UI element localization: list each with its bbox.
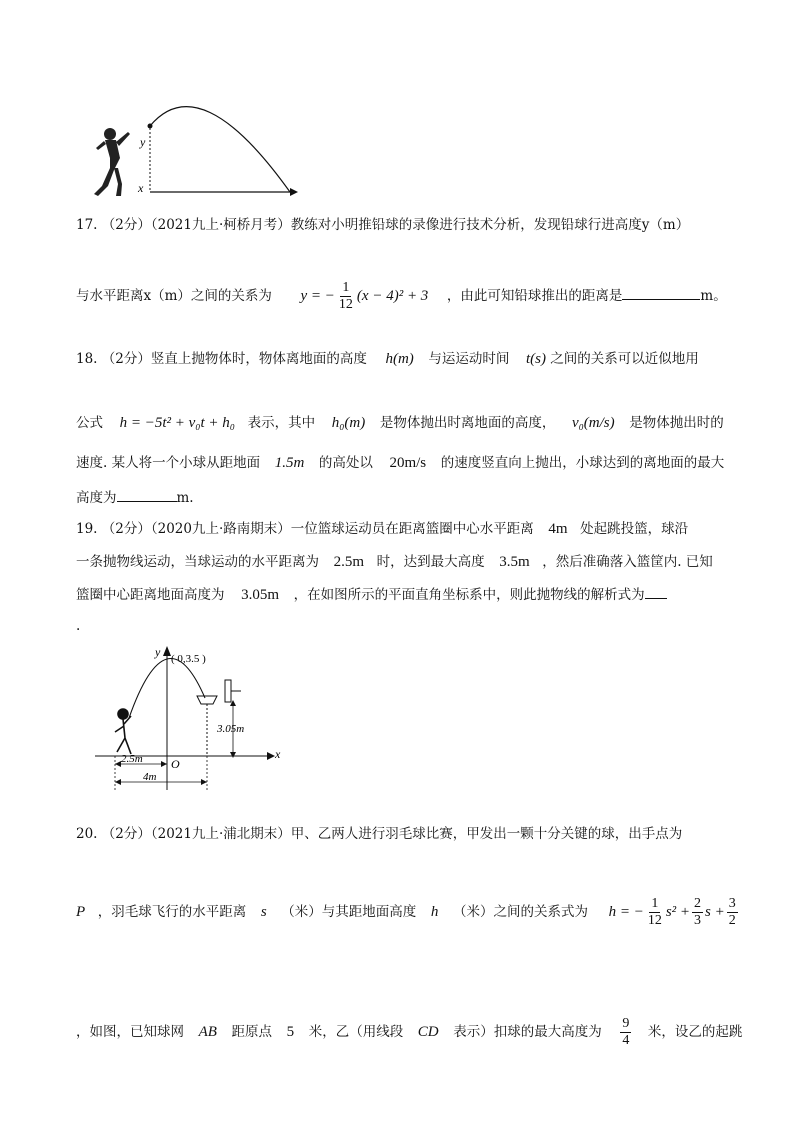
q19-line2 bbox=[76, 552, 740, 572]
q20-line3 bbox=[76, 1016, 743, 1049]
hoop-rim bbox=[197, 696, 217, 704]
q17-unit: m。 bbox=[700, 288, 727, 304]
q18-score: （2分） bbox=[101, 351, 151, 367]
q19-source: （2020九上·路南期末） bbox=[150, 521, 291, 537]
q20-text2: ，羽毛球飞行的水平距离 bbox=[97, 904, 247, 920]
q17-line1 bbox=[76, 215, 740, 235]
q17-frac-num: 1 bbox=[342, 280, 350, 295]
q19-answer-blank[interactable] bbox=[645, 584, 667, 599]
q19-x-axis-label: x bbox=[275, 747, 281, 761]
q17-source: （2021九上·柯桥月考） bbox=[150, 217, 291, 233]
q20-five: 5 bbox=[286, 1024, 295, 1040]
basketball-figure bbox=[95, 640, 285, 795]
q18-t-s: t(s) bbox=[525, 351, 546, 367]
q19-y-axis-label: y bbox=[155, 645, 161, 659]
hoop-board bbox=[225, 680, 231, 702]
player-figure bbox=[115, 709, 131, 754]
q17-formula-frac bbox=[337, 280, 355, 313]
q20-text7: 米，乙（用线段 bbox=[308, 1024, 404, 1040]
q20-text6: 距原点 bbox=[231, 1024, 273, 1040]
q18-height: 1.5m bbox=[274, 455, 305, 471]
q18-text2: 与运运动时间 bbox=[428, 351, 510, 367]
q20-frac3-den: 2 bbox=[728, 913, 736, 928]
q18-v0: v₀(m/s) bbox=[571, 415, 615, 431]
q20-frac1-num: 1 bbox=[651, 896, 659, 911]
q18-text8: 速度. 某人将一个小球从距地面 bbox=[76, 455, 261, 471]
q17-formula-lhs: y = − bbox=[300, 288, 335, 304]
q19-h2: 3.05m bbox=[241, 587, 280, 603]
q20-text3: （米）与其距地面高度 bbox=[281, 904, 417, 920]
q18-text11: 高度为 bbox=[76, 490, 117, 506]
q20-CD: CD bbox=[417, 1024, 439, 1040]
q18-text1: 竖直上抛物体时，物体离地面的高度 bbox=[150, 351, 367, 367]
q19-text7: ，在如图所示的平面直角坐标系中，则此抛物线的解析式为 bbox=[293, 587, 645, 603]
q17-answer-blank[interactable] bbox=[622, 285, 700, 300]
q20-P: P bbox=[76, 904, 86, 920]
q17-text1: 教练对小明推铅球的录像进行技术分析，发现铅球行进高度y（m） bbox=[290, 217, 690, 233]
q19-d1: 2.5m bbox=[333, 554, 365, 570]
q19-line4 bbox=[76, 616, 740, 636]
q17-frac-den: 12 bbox=[338, 297, 353, 312]
q18-text5: 表示，其中 bbox=[247, 415, 316, 431]
q19-height-label: 3.05m bbox=[217, 723, 245, 735]
q19-text6: 篮圈中心距离地面高度为 bbox=[76, 587, 225, 603]
q19-line1 bbox=[76, 519, 740, 539]
q19-d1-label: 2.5m bbox=[121, 753, 143, 765]
q19-dist: 4m bbox=[548, 521, 568, 537]
q19-number: 19. bbox=[76, 521, 98, 537]
q18-text10: 的速度竖直向上抛出，小球达到的离地面的最大 bbox=[440, 455, 725, 471]
q19-h1: 3.5m bbox=[499, 554, 530, 570]
q19-text1: 一位篮球运动员在距离篮圈中心水平距离 bbox=[290, 521, 534, 537]
q18-text4: 公式 bbox=[76, 415, 103, 431]
q19-text3: 一条抛物线运动，当球运动的水平距离为 bbox=[76, 554, 319, 570]
q18-line3 bbox=[76, 453, 740, 473]
q20-s: s bbox=[260, 904, 267, 920]
q20-frac2-num: 2 bbox=[694, 896, 702, 911]
q20-text4: （米）之间的关系式为 bbox=[452, 904, 588, 920]
q19-origin-label: O bbox=[171, 757, 180, 771]
q19-text2: 处起跳投篮，球沿 bbox=[580, 521, 689, 537]
q20-AB: AB bbox=[198, 1024, 217, 1040]
q18-unit: m. bbox=[176, 490, 194, 506]
q20-frac2 bbox=[692, 896, 703, 929]
q17-text2: 与水平距离x（m）之间的关系为 bbox=[76, 288, 272, 304]
q20-text8: 表示）扣球的最大高度为 bbox=[453, 1024, 602, 1040]
q17-line2 bbox=[76, 280, 740, 313]
q18-h-m: h(m) bbox=[385, 351, 414, 367]
q19-d2-label: 4m bbox=[143, 771, 157, 783]
trajectory-curve bbox=[150, 107, 290, 192]
q19-vertex-label: ( 0,3.5 ) bbox=[171, 653, 206, 665]
q18-h0-m: h₀(m) bbox=[331, 415, 366, 431]
q20-h: h bbox=[430, 904, 439, 920]
shot-put-figure bbox=[80, 88, 310, 200]
q20-formula-mid2: s + bbox=[705, 904, 725, 920]
y-axis-label: y bbox=[140, 135, 146, 149]
q20-text5: ，如图，已知球网 bbox=[76, 1024, 184, 1040]
q20-frac-num: 9 bbox=[622, 1016, 630, 1031]
q18-line2 bbox=[76, 413, 740, 433]
q18-line4 bbox=[76, 487, 740, 508]
q20-formula-lhs: h = − bbox=[608, 904, 644, 920]
q17-score: （2分） bbox=[101, 217, 151, 233]
q20-frac3 bbox=[727, 896, 738, 929]
q18-line1 bbox=[76, 349, 740, 369]
athlete-silhouette bbox=[94, 128, 130, 196]
q19-text4: 时，达到最大高度 bbox=[376, 554, 485, 570]
q19-text5: ，然后准确落入篮筐内. 已知 bbox=[542, 554, 713, 570]
q20-line1 bbox=[76, 824, 740, 844]
q20-source: （2021九上·浦北期末） bbox=[150, 826, 291, 842]
q20-formula-mid: s² + bbox=[665, 904, 691, 920]
q20-score: （2分） bbox=[101, 826, 151, 842]
q18-text7: 是物体抛出时的 bbox=[629, 415, 724, 431]
q20-line2 bbox=[76, 896, 740, 929]
q18-number: 18. bbox=[76, 351, 98, 367]
q20-number: 20. bbox=[76, 826, 98, 842]
q18-text9: 的高处以 bbox=[318, 455, 373, 471]
q18-answer-blank[interactable] bbox=[117, 487, 177, 502]
q20-text1: 甲、乙两人进行羽毛球比赛，甲发出一颗十分关键的球，出手点为 bbox=[290, 826, 683, 842]
q20-frac2-den: 3 bbox=[694, 913, 702, 928]
q17-formula-rest: (x − 4)² + 3 bbox=[356, 288, 429, 304]
q17-text3: ，由此可知铅球推出的距离是 bbox=[446, 288, 623, 304]
q18-speed: 20m/s bbox=[389, 455, 427, 471]
q20-frac3-num: 3 bbox=[728, 896, 736, 911]
q20-frac1-den: 12 bbox=[647, 913, 662, 928]
q20-frac1 bbox=[646, 896, 664, 929]
q19-line3 bbox=[76, 584, 740, 605]
q17-number: 17. bbox=[76, 217, 98, 233]
q20-frac-94 bbox=[620, 1016, 631, 1049]
q19-end: . bbox=[76, 618, 81, 634]
q18-formula: h = −5t² + v₀t + h₀ bbox=[119, 415, 236, 431]
q19-score: （2分） bbox=[101, 521, 151, 537]
x-axis-label: x bbox=[138, 181, 144, 195]
q20-frac-den: 4 bbox=[622, 1033, 630, 1048]
q18-text6: 是物体抛出时离地面的高度， bbox=[379, 415, 556, 431]
q20-text9: 米，设乙的起跳 bbox=[647, 1024, 743, 1040]
q18-text3: 之间的关系可以近似地用 bbox=[550, 351, 699, 367]
